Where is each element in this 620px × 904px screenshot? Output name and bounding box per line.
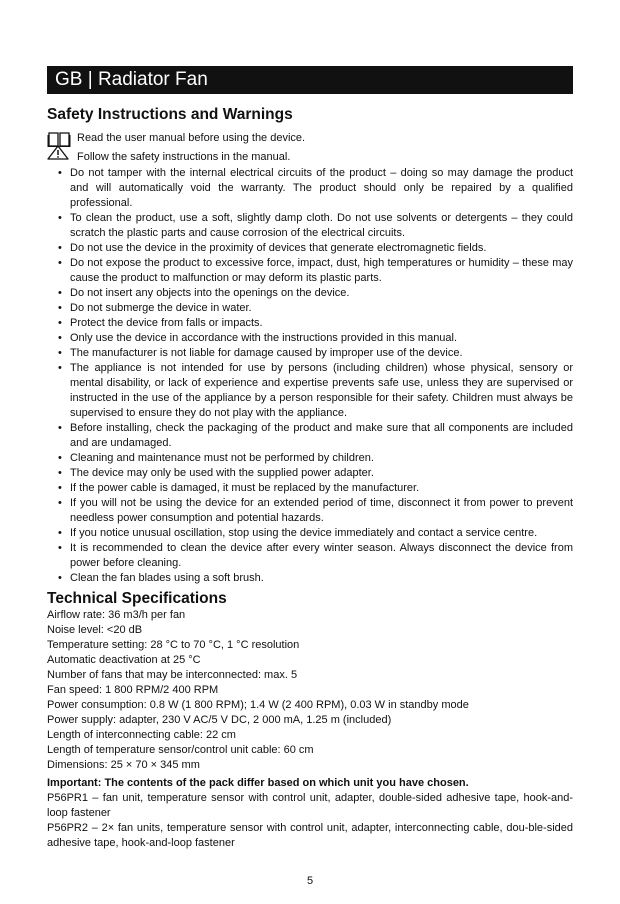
spec-line: Power supply: adapter, 230 V AC/5 V DC, 2 000 mA, 1.25 m (included) — [47, 714, 392, 726]
safety-list — [47, 166, 573, 586]
list-item: • Only use the device in accordance with the instructions provided in this manual. — [47, 331, 573, 346]
list-item: • If you will not be using the device for an extended period of time, disconnect it from power to prevent needless power consumption and potential hazards. — [47, 496, 573, 526]
spec-line: Length of interconnecting cable: 22 cm — [47, 729, 236, 741]
list-item: • Do not use the device in the proximity of devices that generate electromagnetic fields. — [47, 241, 573, 256]
list-item: • Cleaning and maintenance must not be performed by children. — [47, 451, 573, 466]
spec-list — [47, 608, 573, 773]
list-item: • Before installing, check the packaging of the product and make sure that all components are included and are undamaged. — [47, 421, 573, 451]
list-item: • It is recommended to clean the device after every winter season. Always disconnect the device from power before cleaning. — [47, 541, 573, 571]
list-item: • The device may only be used with the supplied power adapter. — [47, 466, 573, 481]
pack-contents-p56pr1: P56PR1 – fan unit, temperature sensor with control unit, adapter, double-sided adhesive tape, hook-and-loop fastener — [47, 792, 573, 819]
list-item: • If the power cable is damaged, it must be replaced by the manufacturer. — [47, 481, 573, 496]
list-item: • Do not insert any objects into the openings on the device. — [47, 286, 573, 301]
list-item: • If you notice unusual oscillation, stop using the device immediately and contact a service centre. — [47, 526, 573, 541]
list-item: • Protect the device from falls or impacts. — [47, 316, 573, 331]
list-item: • Do not submerge the device in water. — [47, 301, 573, 316]
header-title: GB | Radiator Fan — [55, 69, 208, 90]
list-item: • Do not expose the product to excessive force, impact, dust, high temperatures or humidity – these may cause the product to malfunction or may deform its plastic parts. — [47, 256, 573, 286]
spec-line: Dimensions: 25 × 70 × 345 mm — [47, 759, 200, 771]
section-header — [47, 66, 573, 94]
spec-line: Automatic deactivation at 25 °C — [47, 654, 201, 666]
spec-line: Temperature setting: 28 °C to 70 °C, 1 °C resolution — [47, 639, 300, 651]
warning-text: Follow the safety instructions in the manual. — [77, 151, 291, 163]
pack-contents-p56pr2: P56PR2 – 2× fan units, temperature sensor with control unit, adapter, interconnecting cable, dou-ble-sided adhesive tape, hook-and-loop fastener — [47, 822, 573, 849]
list-item: • The manufacturer is not liable for damage caused by improper use of the device. — [47, 346, 573, 361]
list-item: • To clean the product, use a soft, slightly damp cloth. Do not use solvents or detergents – they could scratch the plastic parts and cause corrosion of the electrical circuits. — [47, 211, 573, 241]
spec-line: Noise level: <20 dB — [47, 624, 143, 636]
safety-heading: Safety Instructions and Warnings — [47, 106, 293, 123]
spec-line: Airflow rate: 36 m3/h per fan — [47, 609, 186, 621]
spec-line: Fan speed: 1 800 RPM/2 400 RPM — [47, 684, 219, 696]
important-note: Important: The contents of the pack differ based on which unit you have chosen. — [47, 777, 469, 789]
warning-triangle-icon — [47, 145, 69, 160]
list-item: • The appliance is not intended for use by persons (including children) whose physical, sensory or mental disability, or lack of experience and expertise prevents safe use, unless they are supervised or instructed in the use of the appliance by a person responsible for their safety. Children must always be supervised to ensure they do not play with the appliance. — [47, 361, 573, 421]
list-item: • Do not tamper with the internal electrical circuits of the product – doing so may damage the product and will automatically void the warranty. The product should only be repaired by a qualified professional. — [47, 166, 573, 211]
list-item: • Clean the fan blades using a soft brush. — [47, 571, 573, 586]
spec-line: Length of temperature sensor/control unit cable: 60 cm — [47, 744, 314, 756]
spec-line: Power consumption: 0.8 W (1 800 RPM); 1.4 W (2 400 RPM), 0.03 W in standby mode — [47, 699, 469, 711]
tech-heading: Technical Specifications — [47, 590, 227, 607]
spec-line: Number of fans that may be interconnected: max. 5 — [47, 669, 298, 681]
manual-text: Read the user manual before using the device. — [77, 132, 306, 144]
page-number: 5 — [306, 875, 314, 887]
